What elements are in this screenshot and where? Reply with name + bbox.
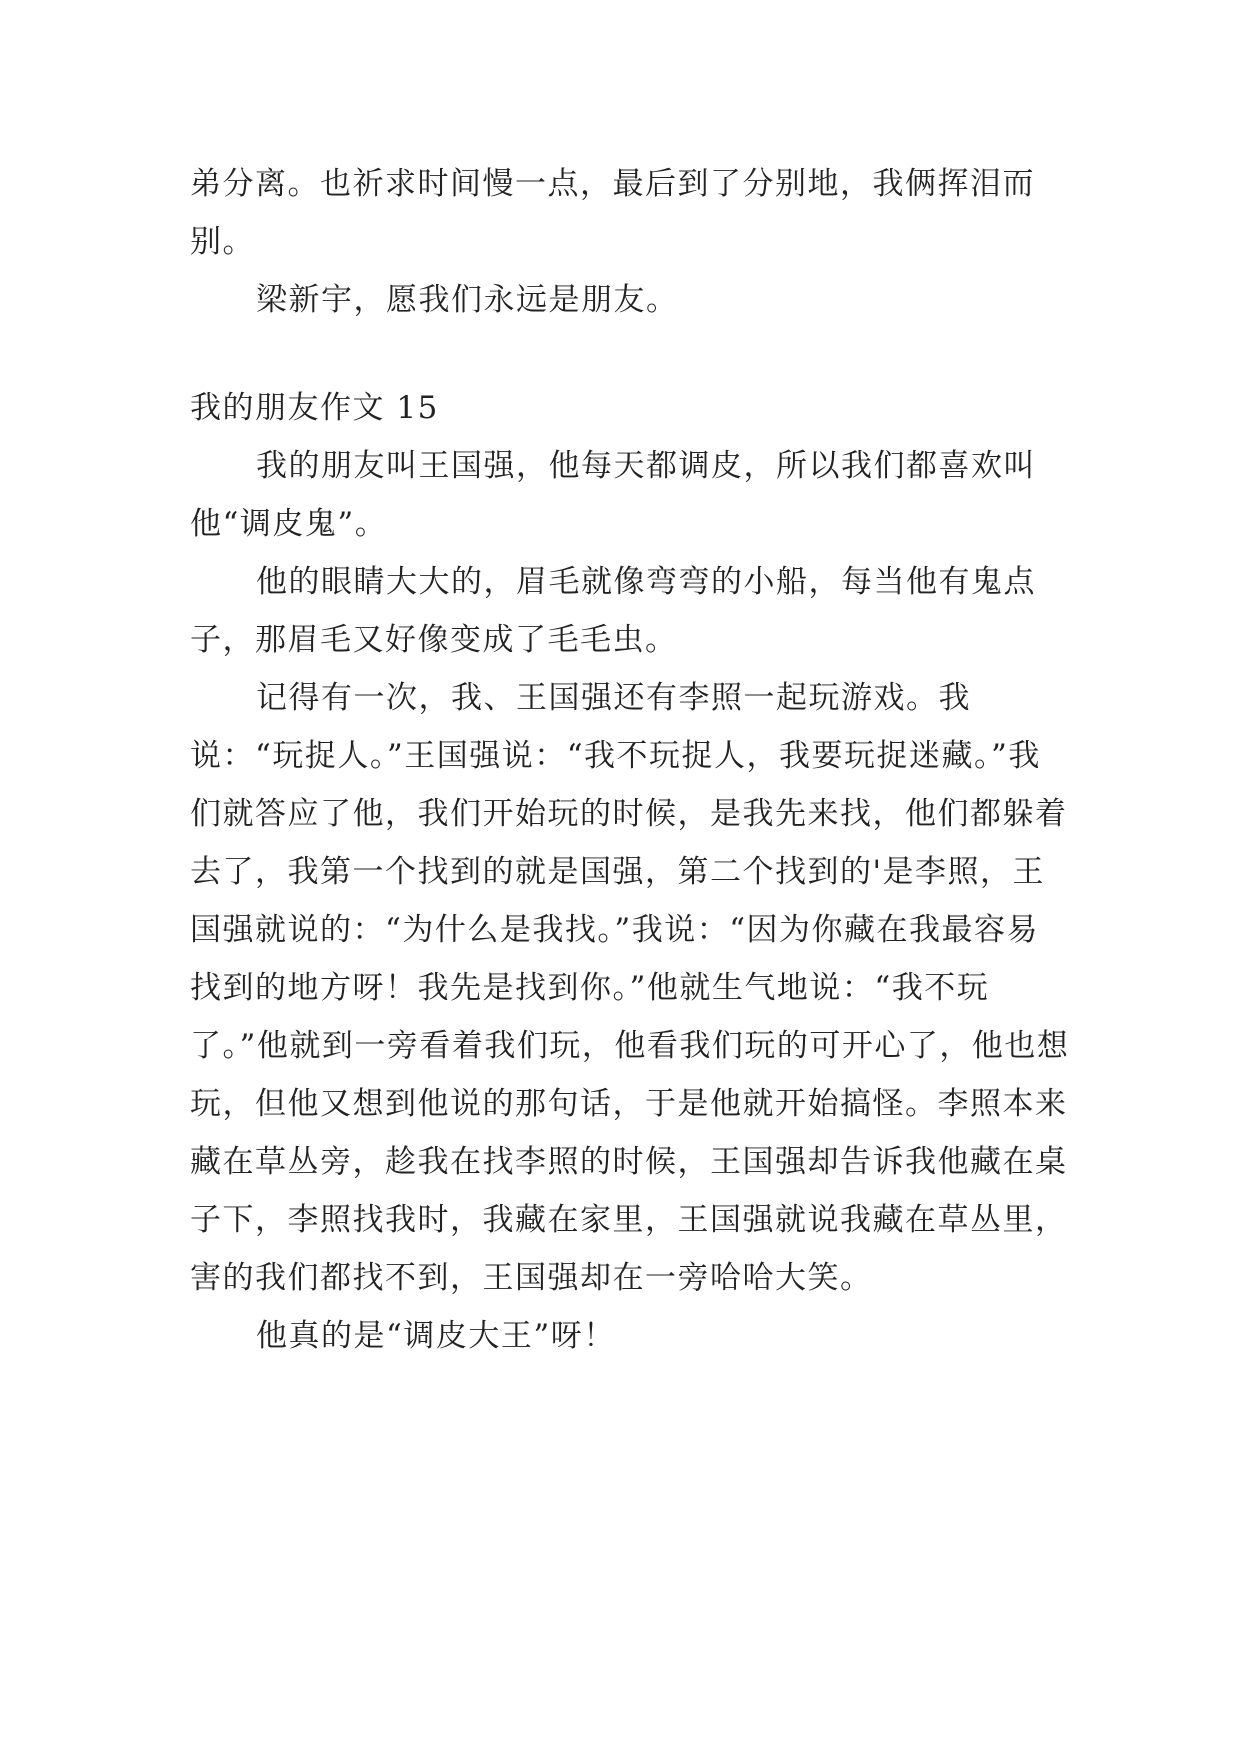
paragraph-continuation: 弟分离。也祈求时间慢一点，最后到了分别地，我俩挥泪而别。	[190, 166, 1035, 260]
paragraph-3: 记得有一次，我、王国强还有李照一起玩游戏。我说：“玩捉人。”王国强说：“我不玩捉人，我要玩捉迷藏。”我们就答应了他，我们开始玩的时候，是我先来找，他们都躲着去了，我第一个找到的就是国强，第二个找到的'是李照，王国强就说的：“为什么是我找。”我说：“因为你藏在我最容易找到的地方呀！我先是找到你。”他就生气地说：“我不玩了。”他就到一旁看着我们玩，他看我们玩的可开心了，他也想玩，但他又想到他说的那句话，于是他就开始搞怪。李照本来藏在草丛旁，趁我在找李照的时候，王国强却告诉我他藏在桌子下，李照找我时，我藏在家里，王国强就说我藏在草丛里，害的我们都找不到，王国强却在一旁哈哈大笑。	[190, 680, 1070, 1296]
paragraph-2: 他的眼睛大大的，眉毛就像弯弯的小船，每当他有鬼点子，那眉毛又好像变成了毛毛虫。	[190, 564, 1036, 658]
section-title: 我的朋友作文 15	[190, 390, 439, 426]
paragraph-4: 他真的是“调皮大王”呀！	[256, 1318, 616, 1354]
paragraph-1: 我的朋友叫王国强，他每天都调皮，所以我们都喜欢叫他“调皮鬼”。	[190, 448, 1036, 542]
document-body	[190, 155, 1070, 1365]
paragraph-wish: 梁新宇，愿我们永远是朋友。	[256, 282, 679, 318]
